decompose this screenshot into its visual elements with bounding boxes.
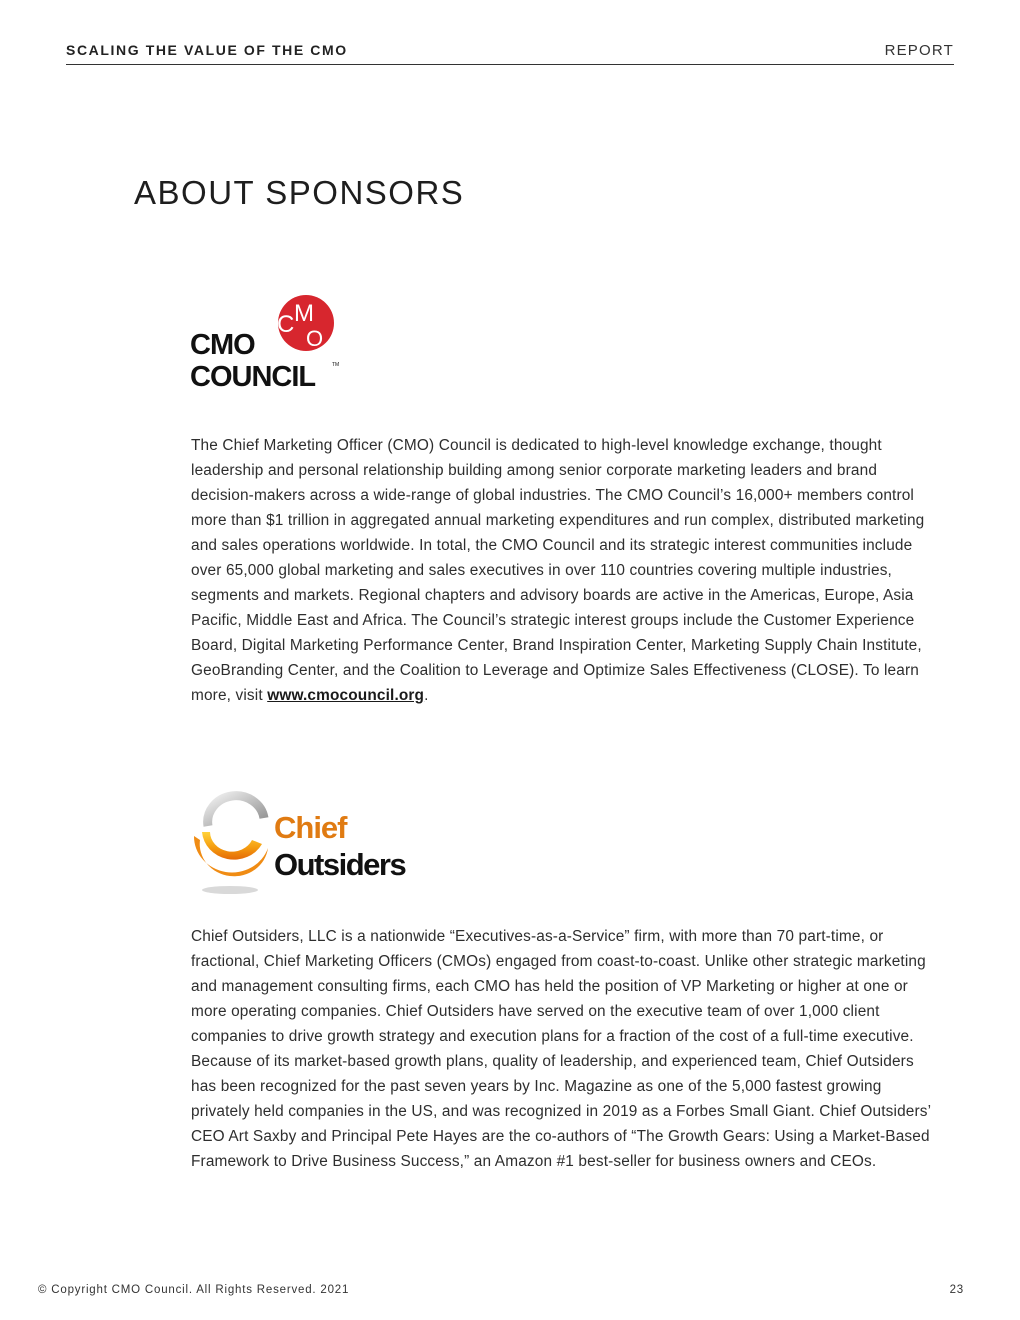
trademark-mark: TM (332, 362, 340, 368)
ring-orange-arc (202, 832, 262, 860)
page-title: ABOUT SPONSORS (134, 174, 465, 211)
emblem-letter-o: O (306, 326, 324, 351)
cmo-council-logo (190, 288, 360, 392)
ring-silver-arc (208, 796, 264, 826)
copyright-notice: © Copyright CMO Council. All Rights Reserved. 2021 (38, 1284, 350, 1296)
emblem-letter-m: M (294, 300, 314, 327)
cmo-council-website-link[interactable]: www.cmocouncil.org (267, 687, 425, 704)
emblem-letter-c: C (277, 311, 295, 338)
chief-outsiders-logo (190, 766, 430, 896)
page-header (66, 42, 954, 65)
report-title: SCALING THE VALUE OF THE CMO (66, 42, 348, 58)
chief-logo-line1: Chief (274, 810, 347, 845)
cmo-logo-line2: COUNCIL (190, 361, 316, 392)
cmo-logo-line1: CMO (190, 329, 255, 361)
section-label: REPORT (884, 42, 954, 59)
chief-logo-line2: Outsiders (274, 847, 406, 882)
cmo-council-description (191, 433, 933, 708)
page-number: 23 (949, 1284, 964, 1296)
cmo-council-description-text: The Chief Marketing Officer (CMO) Council is dedicated to high-level knowledge exchange, thought leadership and personal relationship building among senior corporate marketing leaders and brand decision-makers across a wide-range of global industries. The CMO Council’s 16,000+ members control more than $1 trillion in aggregated annual marketing expenditures and run complex, distributed marketing and sales operations worldwide. In total, the CMO Council and its strategic interest communities include over 65,000 global marketing and sales executives in over 110 countries covering multiple industries, segments and markets. Regional chapters and advisory boards are active in the Americas, Europe, Asia Pacific, Middle East and Africa. The Council’s strategic interest groups include the Customer Experience Board, Digital Marketing Performance Center, Brand Inspiration Center, Marketing Supply Chain Institute, GeoBranding Center, and the Coalition to Leverage and Optimize Sales Effectiveness (CLOSE). To learn more, visit (191, 437, 925, 704)
chief-outsiders-description: Chief Outsiders, LLC is a nationwide “Executives-as-a-Service” firm, with more than 70 part-time, or fractional, Chief Marketing Officers (CMOs) engaged from coast-to-coast. Unlike other strategic marketing and management consulting firms, each CMO has held the position of VP Marketing or higher at one or more operating companies. Chief Outsiders have served on the executive team of over 1,000 client companies to drive growth strategy and execution plans for a fraction of the cost of a full-time executive. Because of its market-based growth plans, quality of leadership, and experienced team, Chief Outsiders has been recognized for the past seven years by Inc. Magazine as one of the 5,000 fastest growing privately held companies in the US, and was recognized in 2019 as a Forbes Small Giant. Chief Outsiders’ CEO Art Saxby and Principal Pete Hayes are the co-authors of “The Growth Gears: Using a Market-Based Framework to Drive Business Success,” an Amazon #1 best-seller for business owners and CEOs. (191, 928, 931, 1170)
description-end-punctuation: . (424, 687, 429, 704)
ring-shadow (202, 886, 258, 894)
